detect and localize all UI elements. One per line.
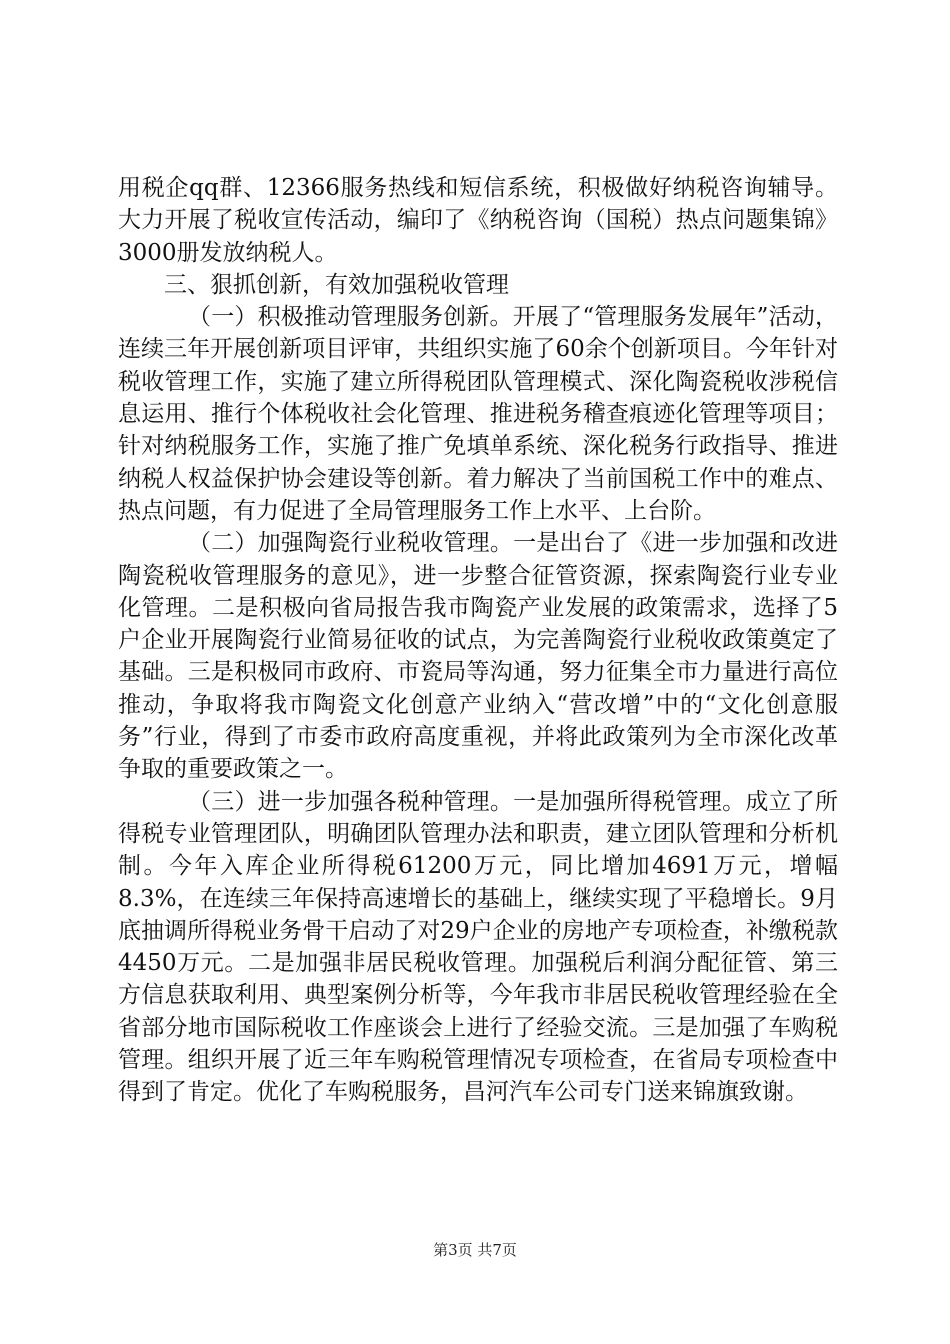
section-heading: 三、狠抓创新，有效加强税收管理 xyxy=(164,271,509,298)
paragraph-continuation: 用税企qq群、12366服务热线和短信系统，积极做好纳税咨询辅导。大力开展了税收宣传活动，编印了《纳税咨询（国税）热点问题集锦》3000册发放纳税人。 xyxy=(118,175,838,266)
document-body xyxy=(118,172,838,1109)
paragraph-ceramics-tax: （二）加强陶瓷行业税收管理。一是出台了《进一步加强和改进陶瓷税收管理服务的意见》，进一步整合征管资源，探索陶瓷行业专业化管理。二是积极向省局报告我市陶瓷产业发展的政策需求，选择了5户企业开展陶瓷行业简易征收的试点，为完善陶瓷行业税收政策奠定了基础。三是积极同市政府、市瓷局等沟通，努力征集全市力量进行高位推动，争取将我市陶瓷文化创意产业纳入“营改增”中的“文化创意服务”行业，得到了市委市政府高度重视，并将此政策列为全市深化改革争取的重要政策之一。 xyxy=(118,530,838,783)
paragraph-management-innovation: （一）积极推动管理服务创新。开展了“管理服务发展年”活动，连续三年开展创新项目评审，共组织实施了60余个创新项目。今年针对税收管理工作，实施了建立所得税团队管理模式、深化陶瓷税收涉税信息运用、推行个体税收社会化管理、推进税务稽查痕迹化管理等项目；针对纳税服务工作，实施了推广免填单系统、深化税务行政指导、推进纳税人权益保护协会建设等创新。着力解决了当前国税工作中的难点、热点问题，有力促进了全局管理服务工作上水平、上台阶。 xyxy=(118,304,838,524)
paragraph-tax-types: （三）进一步加强各税种管理。一是加强所得税管理。成立了所得税专业管理团队，明确团队管理办法和职责，建立团队管理和分析机制。今年入库企业所得税61200万元，同比增加4691万元，增幅8.3%，在连续三年保持高速增长的基础上，继续实现了平稳增长。9月底抽调所得税业务骨干启动了对29户企业的房地产专项检查，补缴税款4450万元。二是加强非居民税收管理。加强税后利润分配征管、第三方信息获取利用、典型案例分析等，今年我市非居民税收管理经验在全省部分地市国际税收工作座谈会上进行了经验交流。三是加强了车购税管理。组织开展了近三年车购税管理情况专项检查，在省局专项检查中得到了肯定。优化了车购税服务，昌河汽车公司专门送来锦旗致谢。 xyxy=(118,788,838,1106)
page-number-footer: 第3页 共7页 xyxy=(433,1241,517,1259)
